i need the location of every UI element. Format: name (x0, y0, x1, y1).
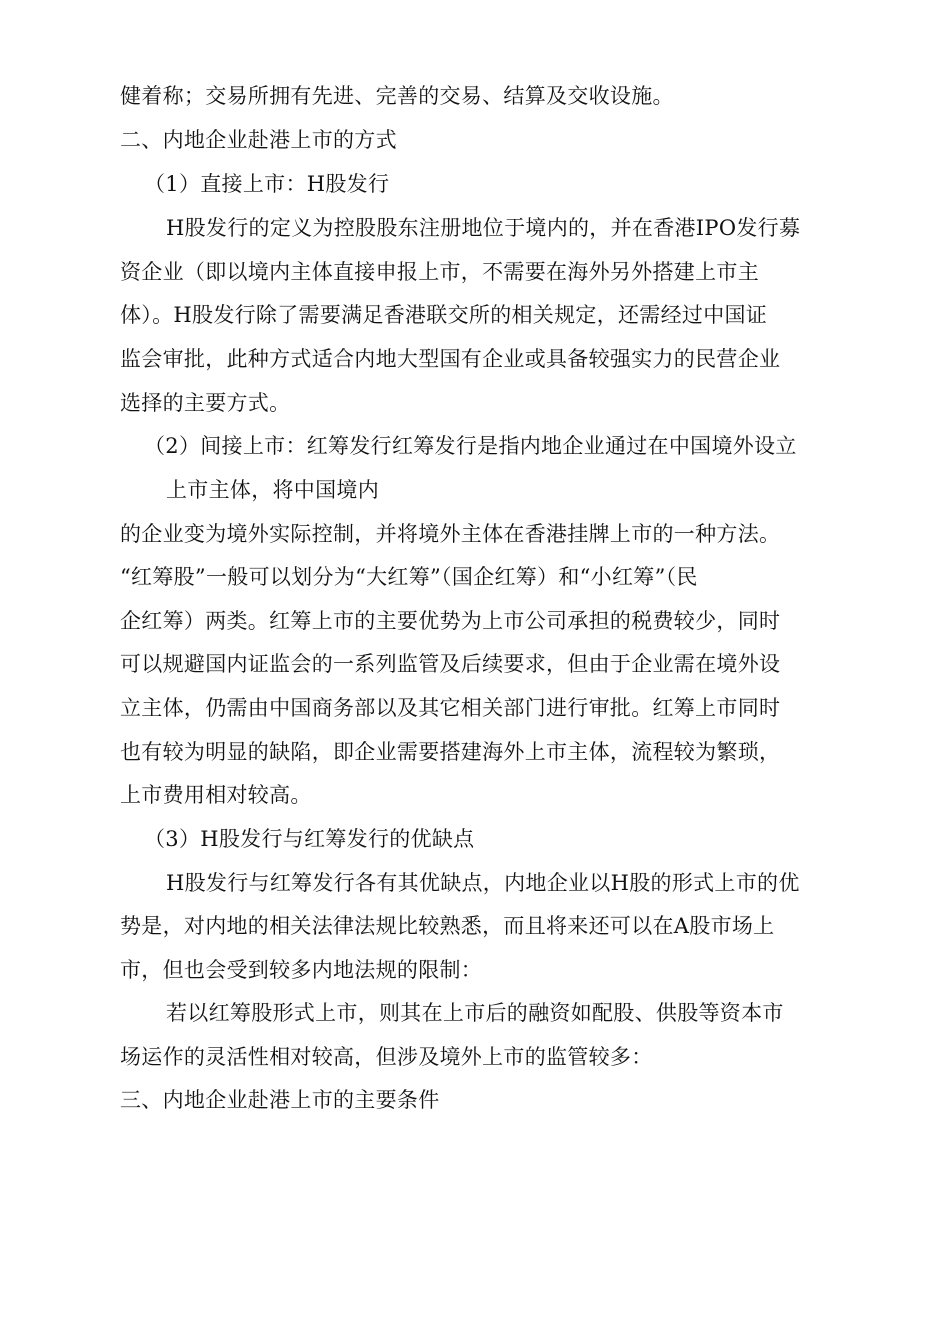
subsection-heading: （1）直接上市：H股发行 (144, 172, 390, 196)
paragraph-line: 市，但也会受到较多内地法规的限制： (120, 958, 483, 982)
paragraph-line: 的企业变为境外实际控制，并将境外主体在香港挂牌上市的一种方法。 (120, 522, 781, 546)
paragraph-line: 上市费用相对较高。 (120, 783, 312, 807)
paragraph-line: 体）。H股发行除了需要满足香港联交所的相关规定，还需经过中国证 (120, 303, 768, 327)
paragraph-line: 若以红筹股形式上市，则其在上市后的融资如配股、供股等资本市 (166, 1001, 784, 1025)
section-heading: 三、内地企业赴港上市的主要条件 (120, 1088, 440, 1112)
paragraph-line: 立主体，仍需由中国商务部以及其它相关部门进行审批。红筹上市同时 (120, 696, 781, 720)
paragraph-line: 可以规避国内证监会的一系列监管及后续要求，但由于企业需在境外设 (120, 652, 781, 676)
paragraph-line: 监会审批，此种方式适合内地大型国有企业或具备较强实力的民营企业 (120, 347, 781, 371)
paragraph-line: 场运作的灵活性相对较高，但涉及境外上市的监管较多： (120, 1045, 653, 1069)
section-heading: 二、内地企业赴港上市的方式 (120, 128, 397, 152)
paragraph-line: 上市主体，将中国境内 (166, 478, 379, 502)
paragraph-line: “红筹股”一般可以划分为“大红筹”（国企红筹）和“小红筹”（民 (120, 565, 698, 589)
paragraph-line: 企红筹）两类。红筹上市的主要优势为上市公司承担的税费较少，同时 (120, 609, 781, 633)
subsection-heading: （3）H股发行与红筹发行的优缺点 (144, 827, 475, 851)
paragraph-line: 健着称；交易所拥有先进、完善的交易、结算及交收设施。 (120, 84, 674, 108)
paragraph-line: 势是，对内地的相关法律法规比较熟悉，而且将来还可以在A股市场上 (120, 914, 775, 938)
paragraph-line: 也有较为明显的缺陷，即企业需要搭建海外上市主体，流程较为繁琐， (120, 740, 781, 764)
paragraph-line: 选择的主要方式。 (120, 391, 291, 415)
subsection-heading: （2）间接上市：红筹发行红筹发行是指内地企业通过在中国境外设立 (144, 434, 797, 458)
paragraph-line: H股发行的定义为控股股东注册地位于境内的，并在香港IPO发行募 (166, 216, 801, 240)
paragraph-line: 资企业（即以境内主体直接申报上市，不需要在海外另外搭建上市主 (120, 260, 759, 284)
paragraph-line: H股发行与红筹发行各有其优缺点，内地企业以H股的形式上市的优 (166, 871, 800, 895)
